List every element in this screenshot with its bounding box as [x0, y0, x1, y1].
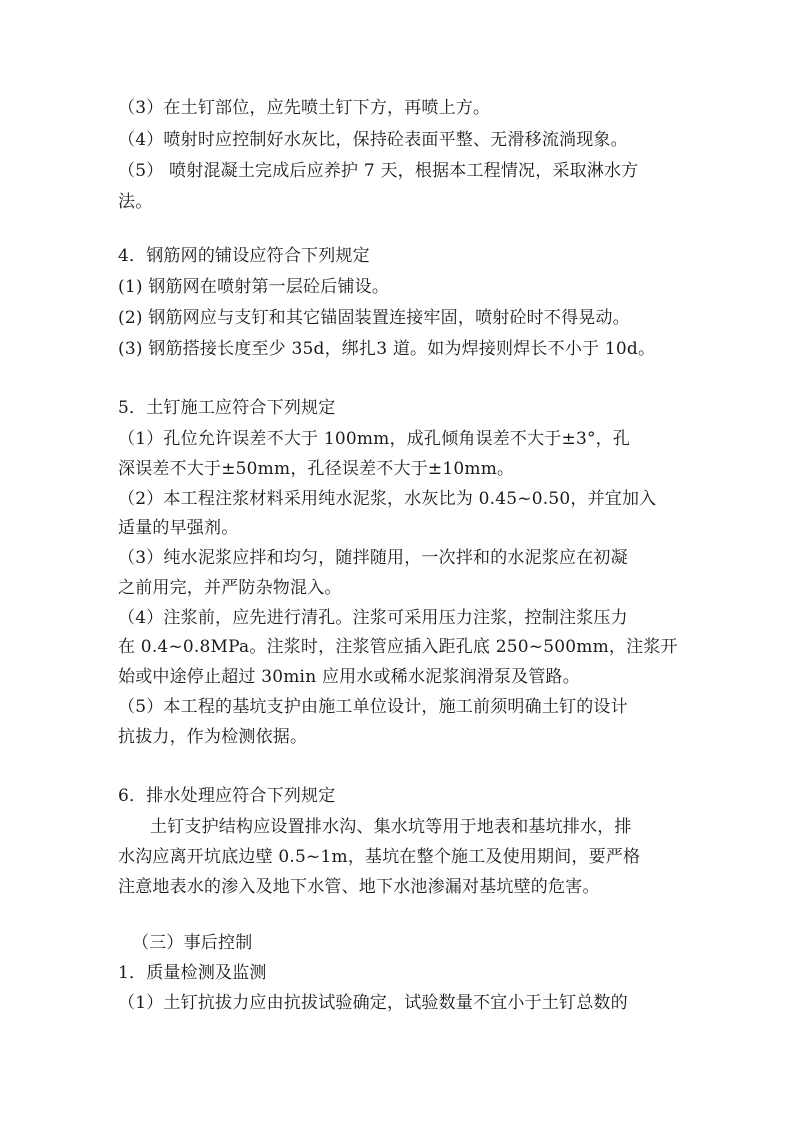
- section-heading: 1．质量检测及监测: [118, 963, 267, 983]
- text-line: （4）注浆前，应先进行清孔。注浆可采用压力注浆，控制注浆压力: [118, 608, 628, 628]
- text-line: 深误差不大于±50mm，孔径误差不大于±10mm。: [118, 459, 515, 479]
- text-line: （2）本工程注浆材料采用纯水泥浆，水灰比为 0.45~0.50，并宜加入: [118, 489, 657, 509]
- text-line: (1) 钢筋网在喷射第一层砼后铺设。: [118, 277, 390, 297]
- text-line: （5）本工程的基坑支护由施工单位设计，施工前须明确土钉的设计: [118, 697, 628, 717]
- text-line: 适量的早强剂。: [118, 518, 239, 538]
- text-line: （1）土钉抗拔力应由抗拔试验确定，试验数量不宜小于土钉总数的: [118, 993, 628, 1013]
- text-line: 之前用完，并严防杂物混入。: [118, 578, 342, 598]
- text-line: （1）孔位允许误差不大于 100mm，成孔倾角误差不大于±3°，孔: [118, 429, 631, 449]
- section-heading: 4．钢筋网的铺设应符合下列规定: [118, 246, 370, 266]
- text-line: （3）纯水泥浆应拌和均匀，随拌随用，一次拌和的水泥浆应在初凝: [118, 548, 628, 568]
- section-heading: 5．土钉施工应符合下列规定: [118, 398, 336, 418]
- text-line: （4）喷射时应控制好水灰比，保持砼表面平整、无滑移流淌现象。: [118, 130, 628, 150]
- section-heading: （三）事后控制: [132, 933, 253, 953]
- text-line: 注意地表水的渗入及地下水管、地下水池渗漏对基坑壁的危害。: [118, 877, 600, 897]
- text-line: (3) 钢筋搭接长度至少 35d，绑扎3 道。如为焊接则焊长不小于 10d。: [118, 339, 656, 359]
- text-line: 法。: [118, 192, 153, 212]
- text-line: （5） 喷射混凝土完成后应养护 7 天，根据本工程情况，采取淋水方: [118, 161, 639, 181]
- text-line: 始或中途停止超过 30min 应用水或稀水泥浆润滑泵及管路。: [118, 667, 580, 687]
- text-line: 水沟应离开坑底边壁 0.5~1m，基坑在整个施工及使用期间，要严格: [118, 847, 641, 867]
- text-line: 在 0.4~0.8MPa。注浆时，注浆管应插入距孔底 250~500mm，注浆开: [118, 637, 678, 657]
- text-line: 土钉支护结构应设置排水沟、集水坑等用于地表和基坑排水，排: [150, 817, 632, 837]
- section-heading: 6．排水处理应符合下列规定: [118, 786, 336, 806]
- text-line: 抗拔力，作为检测依据。: [118, 727, 308, 747]
- text-line: (2) 钢筋网应与支钉和其它锚固装置连接牢固，喷射砼时不得晃动。: [118, 308, 630, 328]
- text-line: （3）在土钉部位，应先喷土钉下方，再喷上方。: [118, 98, 491, 118]
